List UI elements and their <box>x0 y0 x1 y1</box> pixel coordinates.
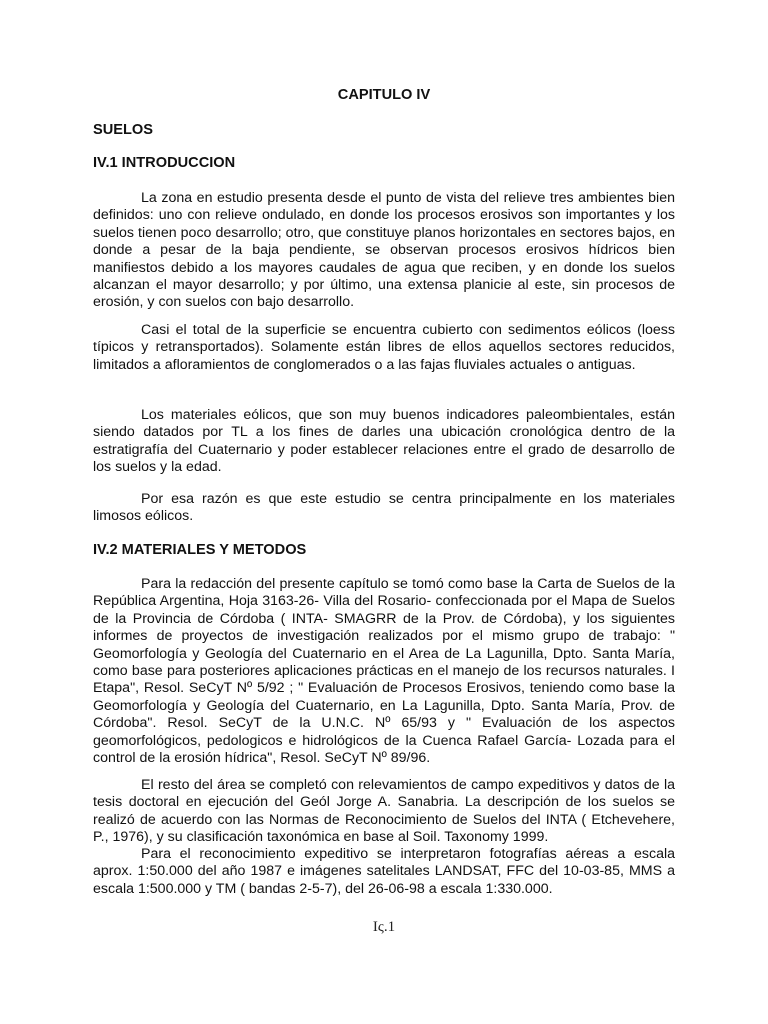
paragraph: Los materiales eólicos, que son muy buenos indicadores paleombientales, están siendo datados por TL a los fines de darles una ubicación cronológica dentro de la estratigrafía del Cuaternario y poder establecer relaciones entre el grado de desarrollo de los suelos y la edad. <box>93 407 675 476</box>
intro-paragraph-1 <box>93 190 675 312</box>
page-number: Iς.1 <box>372 919 396 935</box>
chapter-title: CAPITULO IV <box>337 87 431 103</box>
paragraph: La zona en estudio presenta desde el punto de vista del relieve tres ambientes bien definidos: uno con relieve ondulado, en donde los procesos erosivos son importantes y los suelos tienen poco desarrollo; otro, que constituye planos horizontales en sectores bajos, en donde a pesar de la baja pendiente, se observan procesos erosivos hídricos bien manifiestos debido a los mayores caudales de agua que reciben, y en donde los suelos alcanzan el mayor desarrollo; y por último, una extensa planicie al este, sin procesos de erosión, y con suelos con bajo desarrollo. <box>93 190 675 311</box>
methods-paragraph-2 <box>93 777 675 847</box>
intro-paragraph-3 <box>93 407 675 477</box>
methods-paragraph-1 <box>93 576 675 767</box>
paragraph: Para la redacción del presente capítulo se tomó como base la Carta de Suelos de la República Argentina, Hoja 3163-26- Villa del Rosario- confeccionada por el Mapa de Suelos de la Provincia de Córdoba ( INTA- SMAGRR de la Prov. de Córdoba), y los siguientes informes de proyectos de investigación realizados por el mismo grupo de trabajo: " Geomorfología y Geología del Cuaternario en el Area de La Lagunilla, Dpto. Santa María, como base para posteriores aplicaciones prácticas en el manejo de los recursos naturales. I Etapa", Resol. SeCyT Nº 5/92 ; " Evaluación de Procesos Erosivos, teniendo como base la Geomorfología y Geología del Cuaternario, en La Lagunilla, Dpto. Santa María, Prov. de Córdoba". Resol. SeCyT de la U.N.C. Nº 65/93 y " Evaluación de los aspectos geomorfológicos, pedologicos e hidrológicos de la Cuenca Rafael García- Lozada para el control de la erosión hídrica", Resol. SeCyT Nº 89/96. <box>93 576 675 767</box>
section-title: SUELOS <box>93 122 154 138</box>
paragraph: El resto del área se completó con relevamientos de campo expeditivos y datos de la tesis doctoral en ejecución del Geól Jorge A. Sanabria. La descripción de los suelos se realizó de acuerdo con las Normas de Reconocimiento de Suelos del INTA ( Etchevehere, P., 1976), y su clasificación taxonómica en base al Soil. Taxonomy 1999. <box>93 777 675 846</box>
heading-introduccion: IV.1 INTRODUCCION <box>93 155 236 171</box>
methods-paragraph-3 <box>93 846 675 898</box>
paragraph: Para el reconocimiento expeditivo se interpretaron fotografías aéreas a escala aprox. 1:50.000 del año 1987 e imágenes satelitales LANDSAT, FFC del 10-03-85, MMS a escala 1:500.000 y TM ( bandas 2-5-7), del 26-06-98 a escala 1:330.000. <box>93 846 675 897</box>
intro-paragraph-4 <box>93 491 675 526</box>
intro-paragraph-2 <box>93 322 675 374</box>
heading-materiales-y-metodos: IV.2 MATERIALES Y METODOS <box>93 542 307 558</box>
paragraph: Casi el total de la superficie se encuentra cubierto con sedimentos eólicos (loess típicos y retransportados). Solamente están libres de ellos aquellos sectores reducidos, limitados a afloramientos de conglomerados o a las fajas fluviales actuales o antiguas. <box>93 322 675 373</box>
paragraph: Por esa razón es que este estudio se centra principalmente en los materiales limosos eólicos. <box>93 491 675 525</box>
